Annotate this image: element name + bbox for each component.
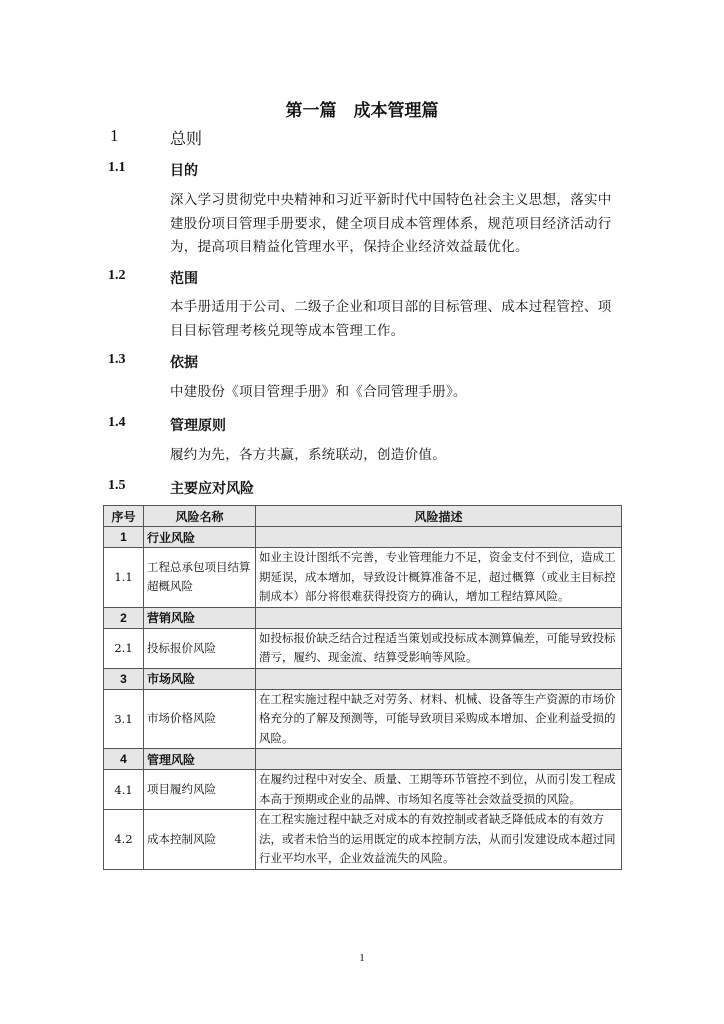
section-title: 管理原则 bbox=[170, 418, 226, 434]
category-row bbox=[104, 527, 622, 548]
table-header-row bbox=[104, 506, 622, 527]
risk-name: 市场价格风险 bbox=[144, 689, 256, 749]
risk-name: 投标报价风险 bbox=[144, 628, 256, 668]
section-heading-purpose bbox=[0, 160, 724, 182]
category-desc-empty bbox=[256, 527, 622, 548]
section-heading-principles bbox=[0, 415, 724, 437]
category-row bbox=[104, 749, 622, 770]
risk-name: 项目履约风险 bbox=[144, 770, 256, 810]
section-number: 1.4 bbox=[108, 415, 126, 430]
header-desc: 风险描述 bbox=[256, 506, 622, 527]
category-row bbox=[104, 607, 622, 628]
table-row bbox=[104, 689, 622, 749]
section-heading-basis bbox=[0, 352, 724, 374]
risk-number: 2.1 bbox=[104, 628, 144, 668]
section-text-principles: 履约为先，各方共赢，系统联动，创造价值。 bbox=[170, 447, 446, 463]
risk-description: 在履约过程中对安全、质量、工期等环节管控不到位，从而引发工程成本高于预期或企业的品牌、市场知名度等社会效益受损的风险。 bbox=[256, 770, 622, 810]
risk-description: 在工程实施过程中缺乏对成本的有效控制或者缺乏降低成本的有效方法，或者未恰当的运用既定的成本控制方法，从而引发建设成本超过同行业平均水平，企业效益流失的风险。 bbox=[256, 810, 622, 870]
category-name: 行业风险 bbox=[144, 527, 256, 548]
category-desc-empty bbox=[256, 668, 622, 689]
section-title: 主要应对风险 bbox=[170, 481, 254, 497]
section-text-basis: 中建股份《项目管理手册》和《合同管理手册》。 bbox=[170, 384, 467, 400]
category-number: 2 bbox=[104, 607, 144, 628]
document-title: 第一篇 成本管理篇 bbox=[285, 101, 439, 121]
risk-description: 如投标报价缺乏结合过程适当策划或投标成本测算偏差，可能导致投标潜亏，履约、现金流、结算受影响等风险。 bbox=[256, 628, 622, 668]
risk-number: 3.1 bbox=[104, 689, 144, 749]
section-heading-risks bbox=[0, 478, 724, 500]
section-text-purpose: 深入学习贯彻党中央精神和习近平新时代中国特色社会主义思想，落实中建股份项目管理手册要求，健全项目成本管理体系，规范项目经济活动行为，提高项目精益化管理水平，保持企业经济效益最优化。 bbox=[170, 192, 612, 255]
category-row bbox=[104, 668, 622, 689]
section-number: 1.1 bbox=[108, 160, 126, 175]
risk-description: 在工程实施过程中缺乏对劳务、材料、机械、设备等生产资源的市场价格充分的了解及预测等，可能导致项目采购成本增加、企业利益受损的风险。 bbox=[256, 689, 622, 749]
risk-description: 如业主设计图纸不完善，专业管理能力不足，资金支付不到位，造成工期延误，成本增加，导致设计概算准备不足，超过概算（或业主目标控制成本）部分将很难获得投资方的确认，增加工程结算风险。 bbox=[256, 548, 622, 608]
chapter-heading bbox=[0, 126, 724, 148]
category-name: 管理风险 bbox=[144, 749, 256, 770]
section-number: 1.3 bbox=[108, 352, 126, 367]
header-no: 序号 bbox=[104, 506, 144, 527]
header-name: 风险名称 bbox=[144, 506, 256, 527]
risk-number: 1.1 bbox=[104, 548, 144, 608]
risk-name: 成本控制风险 bbox=[144, 810, 256, 870]
category-number: 1 bbox=[104, 527, 144, 548]
chapter-title: 总则 bbox=[170, 129, 203, 148]
page-number: 1 bbox=[359, 952, 365, 964]
category-name: 营销风险 bbox=[144, 607, 256, 628]
category-number: 4 bbox=[104, 749, 144, 770]
category-number: 3 bbox=[104, 668, 144, 689]
section-title: 依据 bbox=[170, 355, 198, 371]
table-row bbox=[104, 628, 622, 668]
section-number: 1.5 bbox=[108, 478, 126, 493]
category-desc-empty bbox=[256, 607, 622, 628]
category-name: 市场风险 bbox=[144, 668, 256, 689]
risk-number: 4.2 bbox=[104, 810, 144, 870]
section-title: 目的 bbox=[170, 163, 198, 179]
chapter-number: 1 bbox=[110, 126, 119, 145]
risk-name: 工程总承包项目结算超概风险 bbox=[144, 548, 256, 608]
table-row bbox=[104, 770, 622, 810]
risk-table bbox=[103, 505, 622, 870]
section-heading-scope bbox=[0, 268, 724, 290]
table-row bbox=[104, 548, 622, 608]
table-row bbox=[104, 810, 622, 870]
section-number: 1.2 bbox=[108, 268, 126, 283]
category-desc-empty bbox=[256, 749, 622, 770]
risk-number: 4.1 bbox=[104, 770, 144, 810]
section-text-scope: 本手册适用于公司、二级子企业和项目部的目标管理、成本过程管控、项目目标管理考核兑现等成本管理工作。 bbox=[170, 299, 612, 339]
section-title: 范围 bbox=[170, 271, 198, 287]
